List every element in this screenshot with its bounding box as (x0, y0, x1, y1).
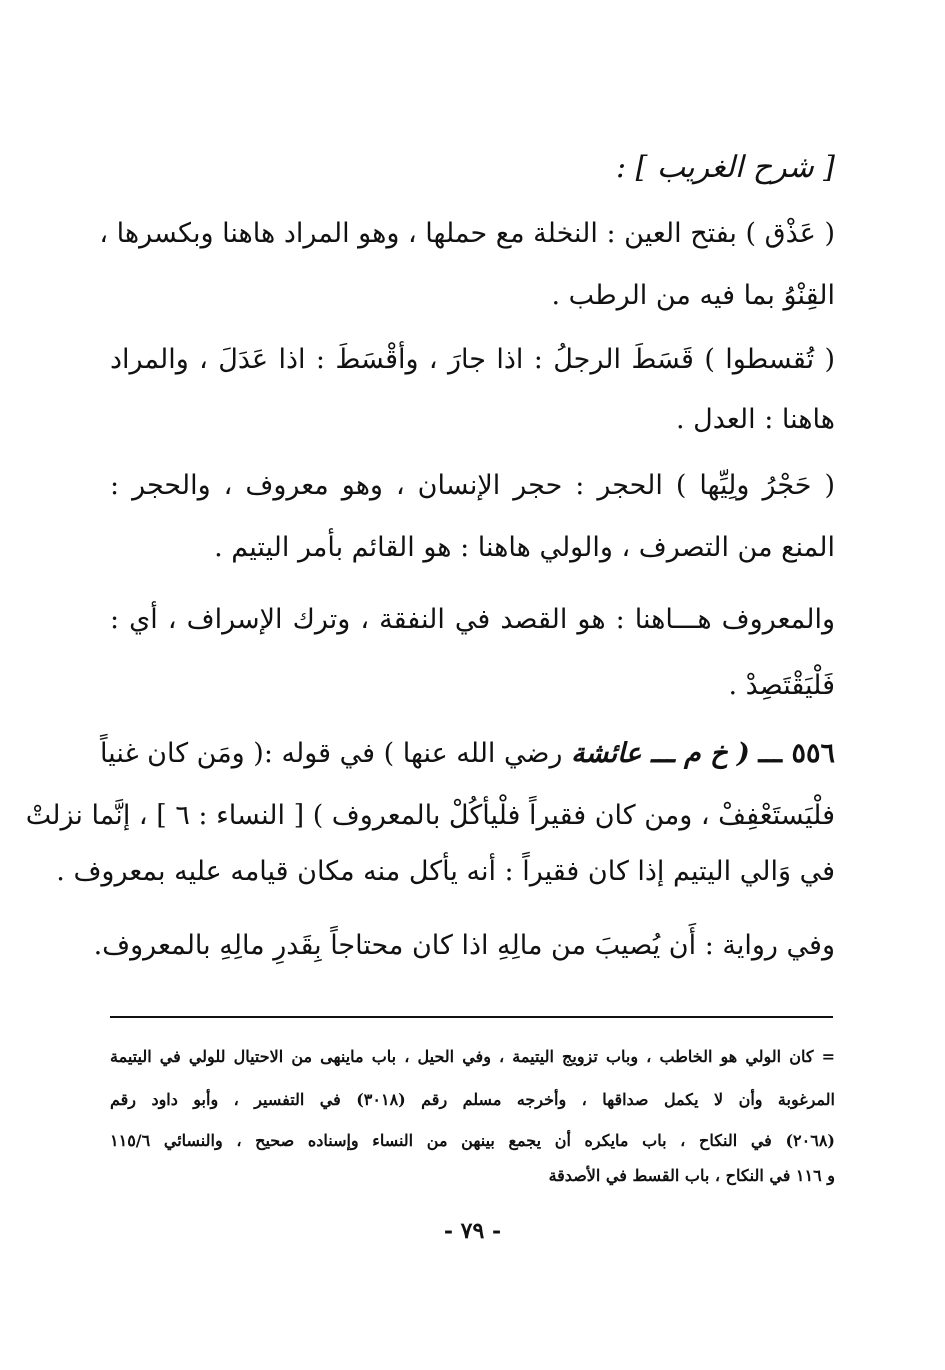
hadith-line: في وَالي اليتيم إذا كان فقيراً : أنه يأكل منه مكان قيامه عليه بمعروف . (56, 856, 835, 887)
footnote-line: = كان الولي هو الخاطب ، وباب تزويج اليتيمة ، وفي الحيل ، باب ماينهى من الاحتيال للولي في اليتيمة (110, 1047, 835, 1066)
section-heading: [ شرح الغريب ] : (615, 150, 835, 185)
glossary-line: ( عَذْق ) بفتح العين : النخلة مع حملها ، وهو المراد هاهنا وبكسرها ، (99, 218, 835, 249)
riwaya-line: وفي رواية : أَن يُصيبَ من مالِهِ اذا كان محتاجاً بِقَدرِ مالِهِ بالمعروف. (93, 930, 835, 961)
glossary-line: والمعروف هـــاهنا : هو القصد في النفقة ، وترك الإسراف ، أي : (110, 604, 835, 635)
glossary-line: ( حَجْرُ ولِيِّها ) الحجر : حجر الإنسان ، وهو معروف ، والحجر : (110, 470, 835, 501)
glossary-line: ( تُقسطوا ) قَسَطَ الرجلُ : اذا جارَ ، وأقْسَطَ : اذا عَدَلَ ، والمراد (110, 344, 835, 375)
footnote-line: و ١١٦ في النكاح ، باب القسط في الأصدقة (548, 1166, 835, 1185)
glossary-line: القِنْوُ بما فيه من الرطب . (551, 280, 835, 311)
glossary-line: فَلْيَقْتَصِدْ . (728, 670, 835, 701)
page-number: - ٧٩ - (443, 1218, 502, 1244)
footnote-divider (110, 1016, 833, 1018)
glossary-line: هاهنا : العدل . (675, 404, 835, 435)
hadith-sources: ( خ م ـــ عائشة (571, 738, 750, 769)
hadith-number: ٥٥٦ ـــ (758, 738, 835, 769)
hadith-line: فلْيَستَعْفِفْ ، ومن كان فقيراً فلْيأكُلْ بالمعروف ) [ النساء : ٦ ] ، إنَّما نزلتْ (25, 800, 835, 831)
footnote-line: المرغوبة وأن لا يكمل صداقها ، وأخرجه مسلم رقم (٣٠١٨) في التفسير ، وأبو داود رقم (110, 1090, 835, 1109)
hadith-opening-line (99, 734, 835, 774)
hadith-text: رضي الله عنها ) في قوله :( ومَن كان غنياً (99, 738, 563, 769)
glossary-line: المنع من التصرف ، والولي هاهنا : هو القائم بأمر اليتيم . (214, 532, 835, 563)
footnote-line: (٢٠٦٨) في النكاح ، باب مايكره أن يجمع بينهن من النساء وإسناده صحيح ، والنسائي ١١٥/٦ (110, 1131, 835, 1150)
